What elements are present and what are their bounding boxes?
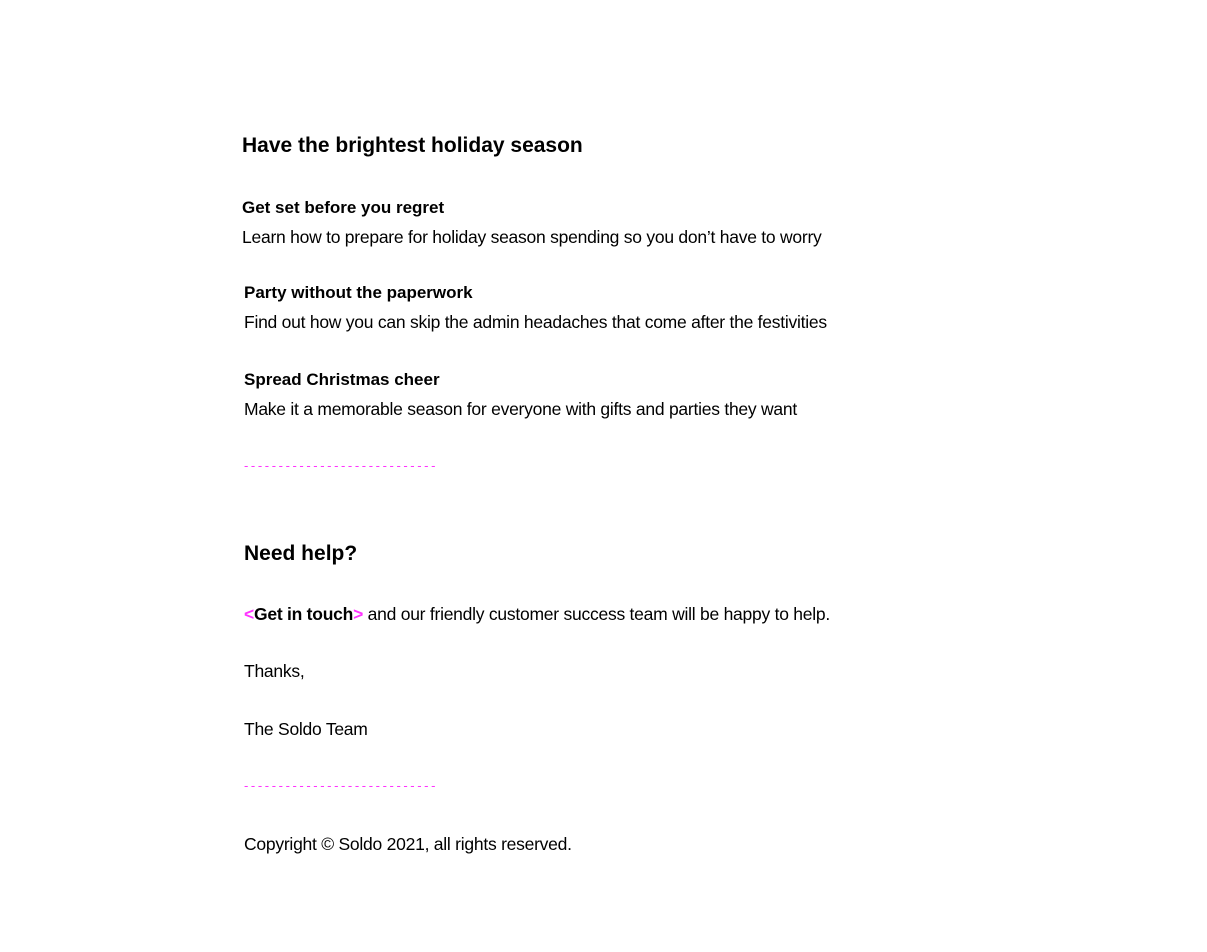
- divider: ----------------------------: [244, 778, 439, 793]
- copyright: Copyright © Soldo 2021, all rights reserved.: [244, 834, 572, 854]
- divider: ----------------------------: [244, 458, 439, 473]
- link-label: Get in touch: [253, 604, 354, 624]
- help-sentence: and our friendly customer success team will be happy to help.: [363, 604, 831, 624]
- get-in-touch-link[interactable]: [244, 604, 363, 624]
- item-heading: Spread Christmas cheer: [244, 370, 440, 389]
- item-heading: Get set before you regret: [242, 198, 445, 217]
- help-title: Need help?: [244, 542, 358, 565]
- link-close-bracket: >: [353, 604, 364, 624]
- item-heading: Party without the paperwork: [244, 283, 473, 302]
- item-text: Find out how you can skip the admin headaches that come after the festivities: [244, 312, 827, 332]
- item-text: Make it a memorable season for everyone with gifts and parties they want: [244, 399, 797, 419]
- link-open-bracket: <: [244, 604, 254, 624]
- email-title: Have the brightest holiday season: [242, 134, 583, 157]
- signoff: Thanks,: [244, 661, 305, 681]
- item-text: Learn how to prepare for holiday season spending so you don’t have to worry: [242, 227, 822, 247]
- help-text: [244, 604, 830, 625]
- signature: The Soldo Team: [244, 719, 368, 739]
